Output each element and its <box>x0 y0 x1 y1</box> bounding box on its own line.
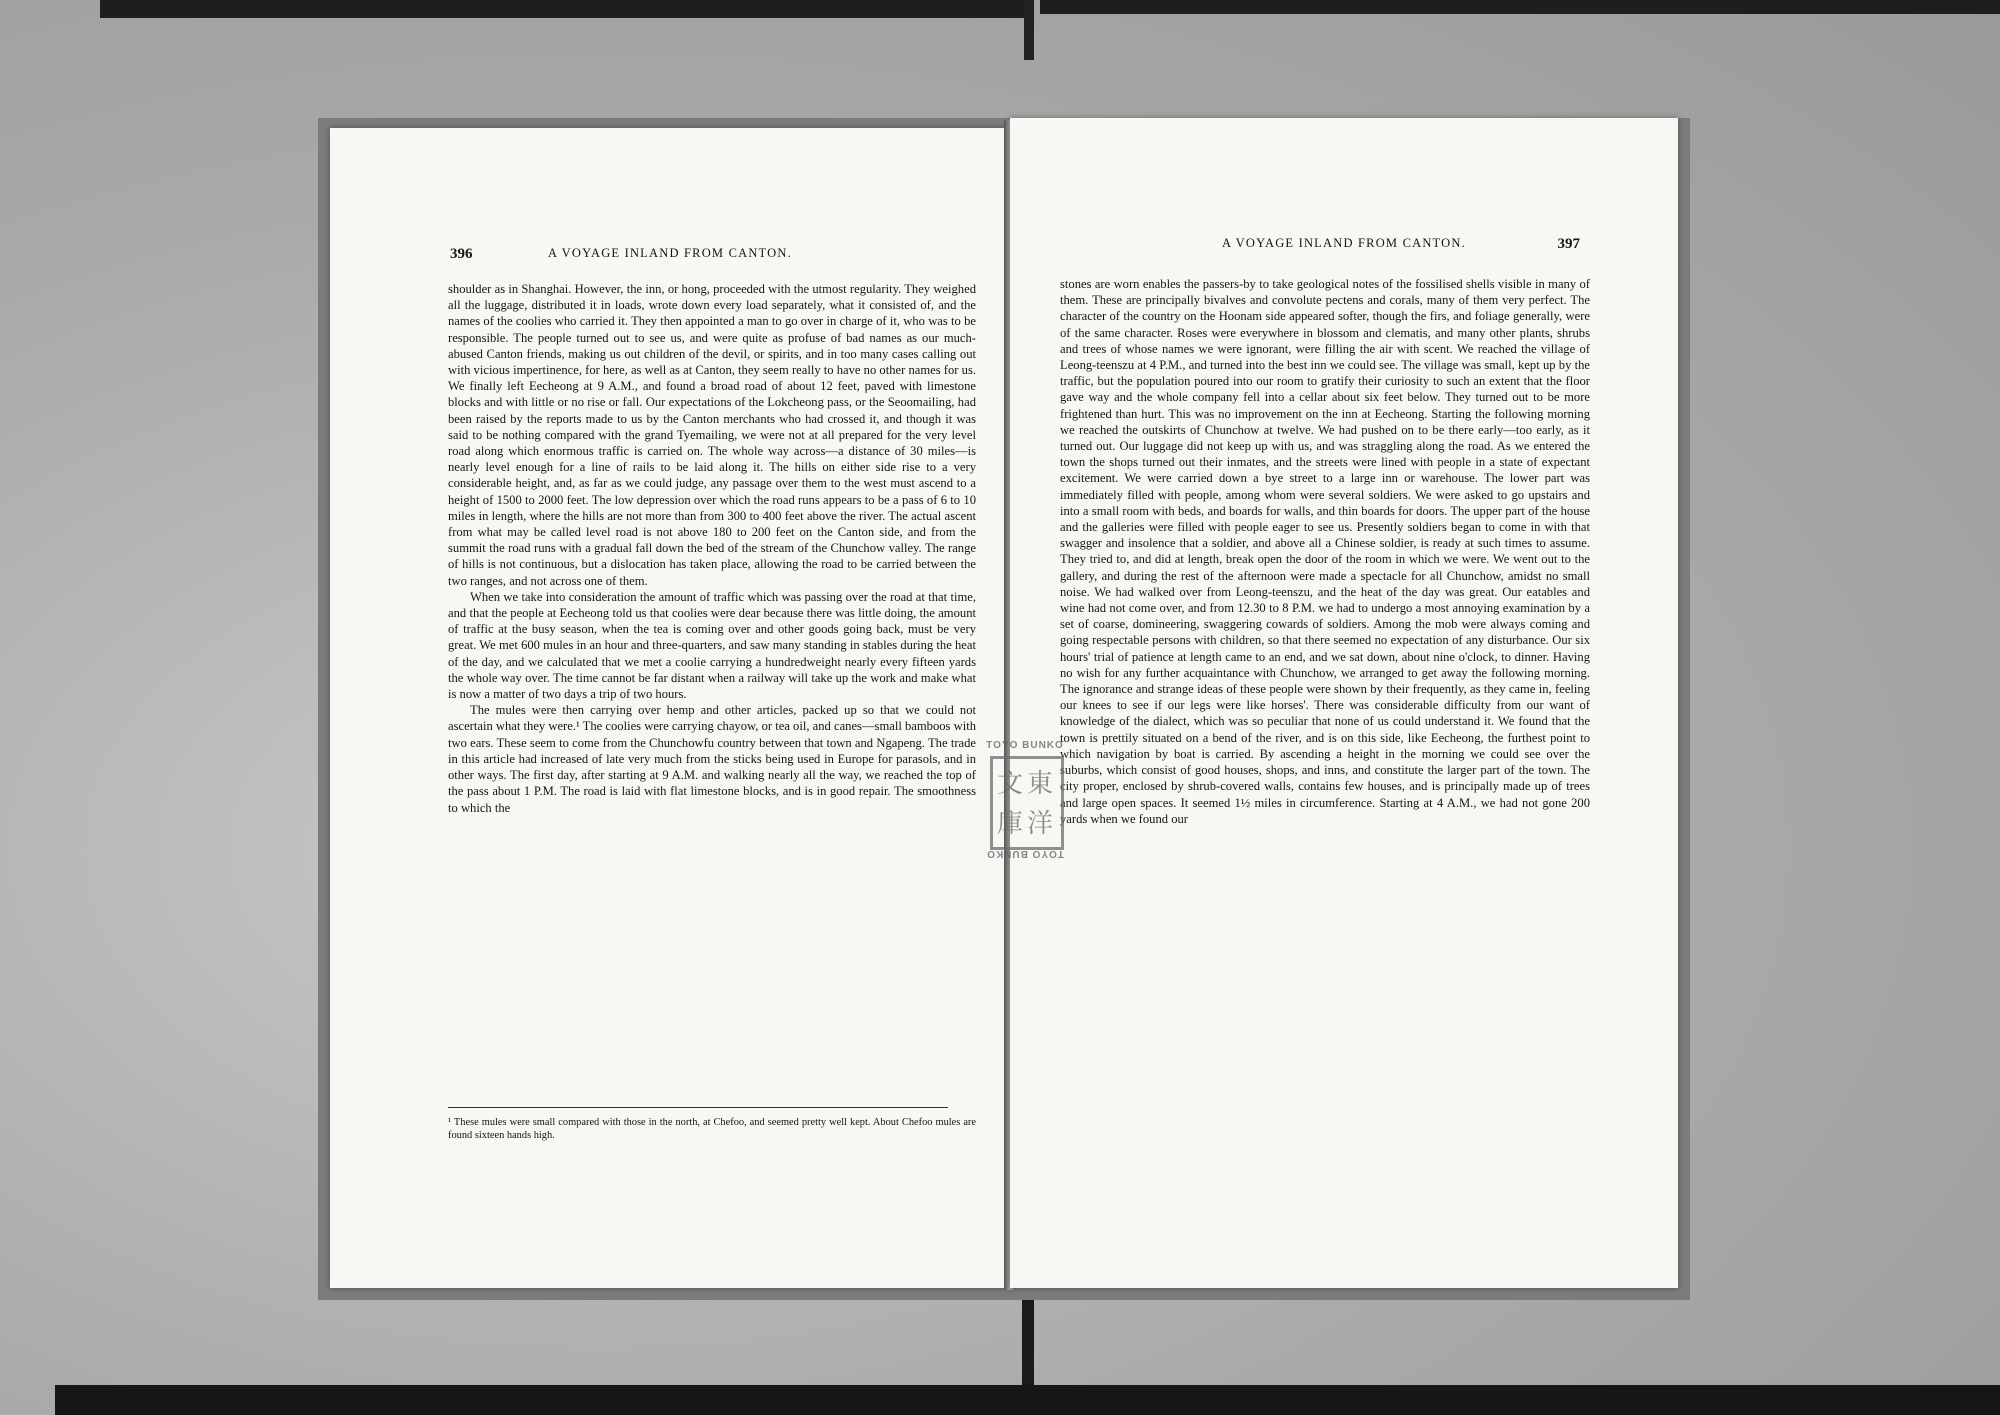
right-running-title: A VOYAGE INLAND FROM CANTON. <box>1222 236 1466 250</box>
stamp-top-text: TOYO BUNKO <box>986 740 1064 751</box>
left-paragraph-1: shoulder as in Shanghai. However, the inn, or hong, proceeded with the utmost regularity. They weighed all the luggage, distributed it in loads, wrote down every load separately, what it consisted of, and the names of the coolies who carried it. They then appointed a man to go over in charge of it, who was to be responsible. The people turned out to see us, and were quite as profuse of bad names as our much-abused Canton friends, making us out children of the devil, or spirits, and in too many cases calling out with vicious impertinence, for here, as well as at Canton, they seem really to have no other names for us. We finally left Eecheong at 9 A.M., and found a broad road of about 12 feet, paved with limestone blocks and with little or no rise or fall. Our expectations of the Lokcheong pass, or the Seoomailing, had been raised by the reports made to us by the Canton merchants who had crossed it, and though it was said to be nothing compared with the grand Tyemailing, we were not at all prepared for the very level road along which enormous traffic is carried on. The whole way across—a distance of 30 miles—is nearly level enough for a line of rails to be laid along it. The hills on either side rise to a very considerable height, and, as far as we could judge, any passage over them to the west must ascend to a height of 1500 to 2000 feet. The low depression over which the road runs appears to be a pass of 6 to 10 miles in length, where the hills are not more than from 300 to 400 feet above the river. The actual ascent from what may be called level road is not above 180 to 200 feet on the Canton side, and from the summit the road runs with a gradual fall down the bed of the stream of the Chunchow valley. The range of hills is not continuous, but a dislocation has taken place, allowing the road to be carried between the two ranges, and not across one of them. <box>448 282 976 588</box>
left-running-head <box>330 246 1010 268</box>
stamp-seal-box: 文 東 庫 洋 <box>990 756 1064 850</box>
footnote-rule <box>448 1107 948 1108</box>
left-paragraph-3: The mules were then carrying over hemp and other articles, packed up so that we could not ascertain what they were.¹ The coolies were carrying chayow, or tea oil, and canes—small bamboos with two ears. These seem to come from the Chunchowfu country between that town and Ngapeng. The trade in this article had increased of late very much from the sticks being used in Europe for parasols, and in other ways. The first day, after starting at 9 A.M. and walking nearly all the way, we reached the top of the pass about 1 P.M. The road is laid with flat limestone blocks, and is in good repair. The smoothness to which the <box>448 703 976 815</box>
left-paragraph-2: When we take into consideration the amount of traffic which was passing over the road at that time, and that the people at Eecheong told us that coolies were dear because there was little doing, the amount of traffic at the busy season, when the tea is coming over and other goods going back, must be very great. We met 600 mules in an hour and three-quarters, and saw many standing in stables during the heat of the day, and we calculated that we met a coolie carrying a hundredweight nearly every fifteen yards the whole way over. The time cannot be far distant when a railway will take up the work and make what is now a matter of two days a trip of two hours. <box>448 589 976 702</box>
left-page <box>330 128 1010 1288</box>
right-page <box>1010 118 1678 1288</box>
footnote: ¹ These mules were small compared with those in the north, at Chefoo, and seemed pretty well kept. About Chefoo mules are found sixteen hands high. <box>448 1117 976 1141</box>
scanner-gutter-top <box>1024 0 1034 60</box>
scanner-bar-bottom <box>55 1385 2000 1415</box>
right-running-head <box>1010 236 1678 258</box>
right-page-number: 397 <box>1557 236 1580 252</box>
left-page-number: 396 <box>450 246 473 262</box>
left-body-text <box>448 281 976 816</box>
scanner-bar-top-right <box>1040 0 2000 14</box>
right-paragraph-1: stones are worn enables the passers-by to take geological notes of the fossilised shells visible in many of them. These are principally bivalves and convolute pectens and corals, many of them very perfect. The character of the country on the Hoonam side appeared softer, though the firs, and foliage generally, were of the same character. Roses were everywhere in blossom and clematis, and many other plants, shrubs and trees of whose names we were ignorant, were filling the air with scent. We reached the village of Leong-teenszu at 4 P.M., and turned into the best inn we could see. The village was small, kept up by the traffic, but the population poured into our room to gratify their curiosity to such an extent that the floor gave way and the whole company fell into a cellar about six feet below. They turned out to be more frightened than hurt. This was no improvement on the inn at Eecheong. Starting the following morning we reached the outskirts of Chunchow at twelve. We had pushed on to be there early—too early, as it turned out. Our luggage did not keep up with us, and was straggling along the road. As we entered the town the shops turned out their inmates, and the streets were lined with people in a state of expectant excitement. We were carried down a bye street to a large inn or warehouse. The lower part was immediately filled with people, among whom were several soldiers. We were asked to go upstairs and into a small room with beds, and boards for walls, and thin boards for doors. The upper part of the house and the galleries were filled with people eager to see us. Presently soldiers began to come in with that swagger and insolence that a soldier, and above all a Chinese soldier, is ready at such times to assume. They tried to, and did at length, break open the door of the room in which we were. We went out to the gallery, and during the rest of the afternoon were made a spectacle for all Chunchow, amidst no small noise. We had walked over from Leong-teenszu, and the heat of the day was great. Our eatables and wine had not come over, and from 12.30 to 8 P.M. we had to undergo a most annoying examination by a set of coarse, domineering, swaggering cowards of soldiers. Among the mob were always coming and going respectable persons with children, so that there seemed no expectation of any disturbance. Our six hours' trial of patience at length came to an end, and we sat down, about nine o'clock, to dinner. Having no wish for any further acquaintance with Chunchow, we arranged to get away the following morning. The ignorance and strange ideas of these people were shown by their frequently, as they came in, feeling our knees to see if our legs were like horses'. There was considerable difficulty from our want of knowledge of the dialect, which was so peculiar that none of us could understand it. We found that the town is prettily situated on a bend of the river, and is on this side, like Eecheong, the furthest point to which navigation by boat is carried. By ascending a height in the morning we could see over the suburbs, which consist of good houses, shops, and inns, and constitute the larger part of the town. The city proper, enclosed by shrub-covered walls, contains few houses, and is principally made up of trees and large open spaces. It seemed 1½ miles in circumference. Starting at 4 A.M., we had not gone 200 yards when we found our <box>1060 277 1590 826</box>
scanner-bar-top-left <box>100 0 1030 18</box>
right-body-text <box>1060 276 1590 827</box>
stamp-bottom-text: TOYO BUNKO <box>986 848 1064 859</box>
left-running-title: A VOYAGE INLAND FROM CANTON. <box>548 246 792 260</box>
library-stamp <box>980 740 1070 862</box>
scanner-gutter-bottom <box>1022 1300 1034 1390</box>
